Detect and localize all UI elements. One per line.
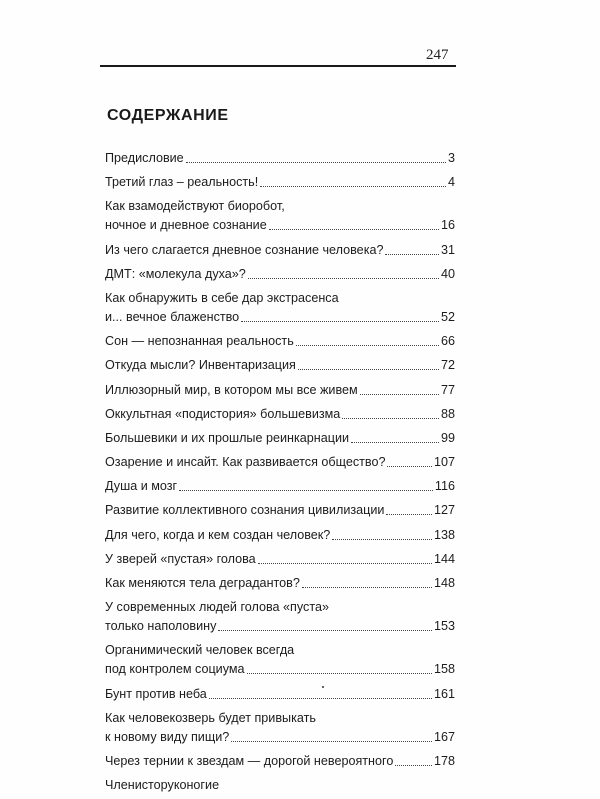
toc-entry-page: 72 (440, 358, 455, 373)
dot-leader (387, 465, 432, 467)
toc-entry (105, 240, 455, 259)
dot-leader (231, 740, 432, 742)
toc-entry-title: Как человекозверь будет привыкать (105, 710, 316, 725)
dot-leader (186, 161, 446, 163)
dot-leader (218, 629, 432, 631)
toc-entry (105, 476, 455, 495)
dot-leader (298, 368, 439, 370)
table-of-contents (105, 148, 455, 799)
toc-entry (105, 172, 455, 191)
toc-entry-title: Большевики и их прошлые реинкарнации (105, 430, 350, 445)
toc-entry-title: только наполовину (105, 619, 217, 634)
toc-entry-title: Иллюзорный мир, в котором мы все живем (105, 382, 358, 397)
toc-entry-title: ночное и дневное сознание (105, 218, 267, 233)
toc-entry-title: к новому виду пищи? (105, 729, 230, 744)
toc-entry-page: 3 (447, 151, 455, 165)
toc-entry-title: Оккультная «подистория» большевизма (105, 406, 341, 421)
toc-entry-title: У зверей «пустая» голова (105, 551, 256, 566)
toc-entry-title: Как меняются тела деградантов? (105, 576, 300, 590)
toc-entry (105, 775, 455, 794)
toc-entry-page: 178 (433, 753, 455, 768)
toc-entry-page: 127 (433, 503, 455, 518)
toc-title: СОДЕРЖАНИЕ (107, 107, 229, 124)
toc-entry-title: Душа и мозг (105, 479, 178, 494)
page-number: 247 (426, 47, 449, 63)
toc-entry-title: Как взамодействуют биоробот, (105, 199, 285, 214)
print-speck (322, 686, 324, 688)
toc-entry-title: Бунт против неба (105, 686, 207, 701)
toc-entry-title: Членисторуконогие (105, 778, 220, 793)
dot-leader (302, 586, 432, 588)
toc-entry (105, 452, 455, 471)
dot-leader (258, 562, 432, 564)
dot-leader (385, 253, 439, 255)
toc-entry-page: 16 (440, 218, 455, 233)
toc-entry (105, 355, 455, 374)
toc-entry (105, 264, 455, 283)
toc-entry (105, 573, 455, 592)
toc-entry (105, 380, 455, 399)
toc-entry (105, 525, 455, 544)
dot-leader (248, 277, 439, 279)
toc-entry-page: 88 (440, 406, 455, 421)
toc-entry-title: Как обнаружить в себе дар экстрасенса (105, 290, 339, 305)
toc-entry-page: 52 (440, 309, 455, 324)
toc-entry-page: 40 (440, 266, 455, 281)
toc-entry-title: и... вечное блаженство (105, 309, 240, 324)
toc-entry (105, 751, 455, 770)
dot-leader (247, 672, 432, 674)
toc-entry-title: Сон — непознанная реальность (105, 334, 294, 349)
toc-entry-title: У современных людей голова «пуста» (105, 600, 329, 615)
toc-entry-page: 4 (447, 175, 455, 190)
toc-entry-title: Для чего, когда и кем создан человек? (105, 527, 331, 542)
toc-entry-title: Озарение и инсайт. Как развивается общество? (105, 455, 386, 470)
toc-entry (105, 597, 455, 635)
toc-entry-page: 31 (440, 242, 455, 257)
toc-entry (105, 684, 455, 703)
toc-entry-title: Через тернии к звездам — дорогой невероятного (105, 753, 394, 768)
toc-entry-page: 167 (433, 729, 455, 744)
dot-leader (269, 228, 439, 230)
toc-entry-page: 144 (433, 551, 455, 566)
toc-entry (105, 640, 455, 678)
toc-entry-page: 138 (433, 527, 455, 542)
toc-entry (105, 196, 455, 234)
header-rule (100, 65, 456, 67)
toc-entry-title: Предисловие (105, 151, 184, 165)
toc-entry-title: Органимический человек всегда (105, 643, 295, 658)
dot-leader (360, 393, 439, 395)
toc-entry-title: Развитие коллективного сознания цивилизации (105, 503, 385, 518)
dot-leader (351, 441, 439, 443)
toc-entry-page: 153 (433, 619, 455, 634)
toc-entry (105, 500, 455, 519)
toc-entry-page: 116 (434, 479, 455, 494)
toc-entry (105, 428, 455, 447)
toc-entry (105, 549, 455, 568)
dot-leader (260, 185, 446, 187)
toc-entry-page: 99 (440, 430, 455, 445)
dot-leader (209, 697, 432, 699)
toc-entry-title: ДМТ: «молекула духа»? (105, 266, 246, 281)
toc-entry-title: под контролем социума (105, 662, 245, 677)
toc-entry-title: Из чего слагается дневное сознание человека? (105, 242, 384, 257)
toc-entry-page: 66 (440, 334, 455, 349)
toc-entry (105, 331, 455, 350)
toc-entry-page: 161 (433, 686, 455, 701)
toc-entry (105, 708, 455, 746)
dot-leader (332, 538, 432, 540)
toc-entry (105, 404, 455, 423)
dot-leader (395, 764, 432, 766)
toc-entry (105, 148, 455, 167)
dot-leader (342, 417, 439, 419)
toc-entry-page: 77 (440, 382, 455, 397)
toc-entry-page: 158 (433, 662, 455, 677)
toc-entry-title: Третий глаз – реальность! (105, 175, 259, 190)
dot-leader (386, 513, 432, 515)
toc-entry-title: Откуда мысли? Инвентаризация (105, 358, 296, 373)
dot-leader (241, 320, 439, 322)
toc-entry-page: 107 (433, 455, 455, 470)
toc-entry (105, 288, 455, 326)
dot-leader (179, 489, 433, 491)
dot-leader (296, 344, 439, 346)
toc-entry-page: 148 (433, 576, 455, 590)
